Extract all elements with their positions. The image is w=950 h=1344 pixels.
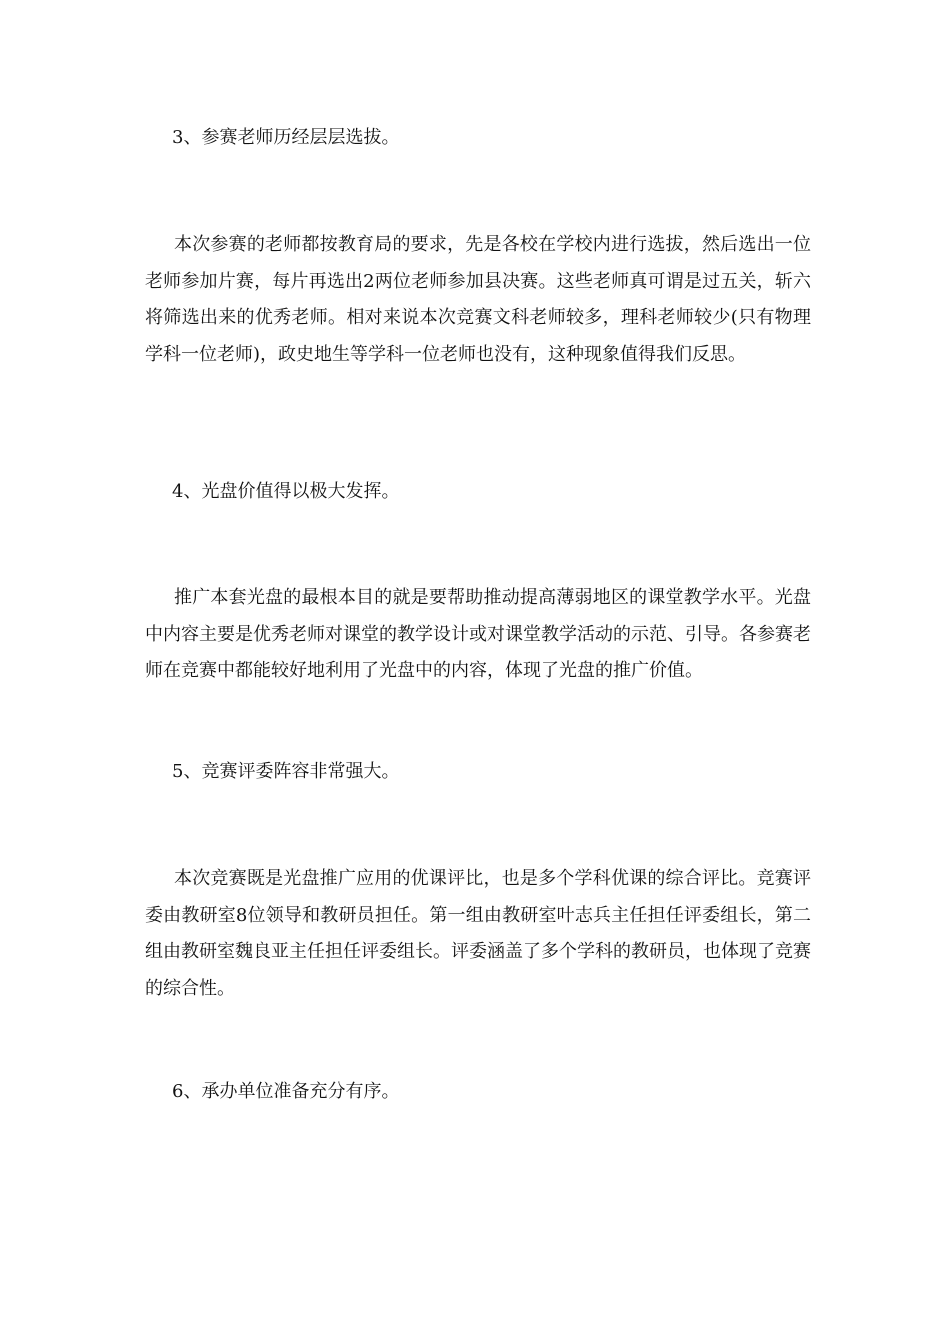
section-5-paragraph: 本次竞赛既是光盘推广应用的优课评比，也是多个学科优课的综合评比。竞赛评委由教研室8位领导和教研员担任。第一组由教研室叶志兵主任担任评委组长，第二组由教研室魏良亚主任担任评委组长。评委涵盖了多个学科的教研员，也体现了竞赛的综合性。 — [145, 868, 811, 999]
section-4-paragraph: 推广本套光盘的最根本目的就是要帮助推动提高薄弱地区的课堂教学水平。光盘中内容主要是优秀老师对课堂的教学设计或对课堂教学活动的示范、引导。各参赛老师在竞赛中都能较好地利用了光盘中的内容，体现了光盘的推广价值。 — [145, 587, 811, 682]
section-5-heading: 5、竞赛评委阵容非常强大。 — [172, 761, 400, 782]
section-6-heading: 6、承办单位准备充分有序。 — [172, 1081, 400, 1102]
section-4-heading: 4、光盘价值得以极大发挥。 — [172, 481, 400, 502]
section-3-heading: 3、参赛老师历经层层选拔。 — [172, 127, 400, 148]
section-3-paragraph: 本次参赛的老师都按教育局的要求，先是各校在学校内进行选拔，然后选出一位老师参加片赛，每片再选出2两位老师参加县决赛。这些老师真可谓是过五关，斩六将筛选出来的优秀老师。相对来说本次竞赛文科老师较多，理科老师较少(只有物理学科一位老师)，政史地生等学科一位老师也没有，这种现象值得我们反思。 — [145, 234, 811, 365]
